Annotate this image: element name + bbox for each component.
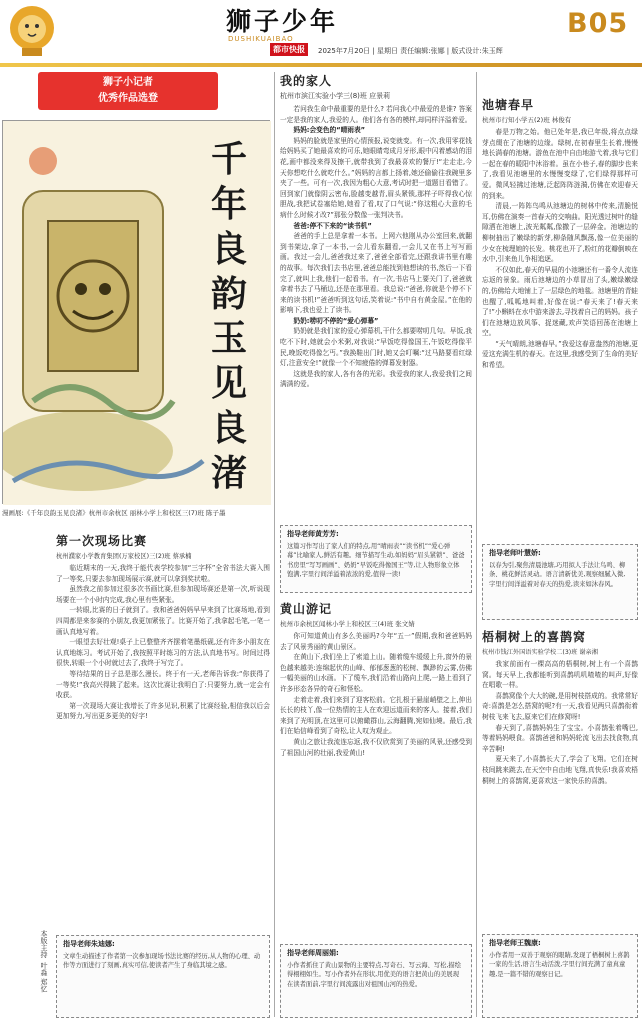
calligraphy-char: 千 <box>210 138 247 180</box>
banner-line-1: 狮子小记者 <box>103 77 153 88</box>
feature-banner <box>38 72 218 110</box>
calligraphy-char: 良 <box>210 407 247 450</box>
article-body <box>280 104 472 549</box>
article-first-competition <box>56 532 270 932</box>
article-byline: 杭州市行知小学五(2)班 林俊有 <box>482 116 572 124</box>
teacher-comment <box>482 934 638 1018</box>
article-title: 第一次现场比赛 <box>56 534 148 548</box>
article-huangshan <box>280 600 472 940</box>
editor-names: 叶淼 郑忆 <box>40 962 48 993</box>
paragraph: 春天到了,喜鹊妈妈生了宝宝。小喜鹊张着嘴巴,等着妈妈喂食。喜鹊爸爸和妈妈轮流飞出去找食物,真辛苦啊! <box>482 723 638 753</box>
teacher-name: 指导老师朱迪娜: <box>63 940 115 948</box>
teacher-text: 以春为引,聚焦清晨池塘,巧用拟人手法让鸟鸣、柳条、桃花鲜活灵动。语言清新优美,观察细腻入微,字里行间洋溢着对春天的热爱,读来如沐春风。 <box>489 561 626 588</box>
calligraphy-char: 渚 <box>210 451 247 494</box>
calligraphy-char: 年 <box>210 182 247 225</box>
teacher-comment <box>280 525 472 593</box>
paragraph: 你可知道黄山有多么美丽吗?今年“五一”假期,我和爸爸妈妈去了风景秀丽的黄山景区。 <box>280 632 472 651</box>
paragraph: 黄山之旅让我流连忘返,我不仅欣赏到了美丽的风景,还感受到了祖国山河的壮丽,我爱黄山! <box>280 737 472 757</box>
paragraph: 若问我生命中最重要的是什么? 若问我心中最爱的是谁? 答案一定是我的家人,我爱的人。他们各有各的模样,却同样洋溢着爱。 <box>280 105 472 124</box>
teacher-name: 指导老师黄芳芳: <box>287 530 339 538</box>
masthead <box>0 0 642 66</box>
calligraphy-char: 见 <box>210 362 247 405</box>
paragraph: “天气晴朗,池塘春早。”我爱这春意盎然的池塘,更爱这充满生机的春天。在这里,我感受到了生命的美好和希望。 <box>482 339 638 370</box>
teacher-text: 这篇习作写出了家人们的特点,用“晴雨表”“读书机”“爱心弹幕”比喻家人,鲜活有趣。细节描写生动,如妈妈“眉头紧锁”、爸爸书房里“写写画画”、奶奶“早饭吃得像国王”等,让人物形象立体饱满,字里行间洋溢着浓浓的爱,值得一读! <box>287 542 465 579</box>
teacher-comment <box>482 544 638 620</box>
article-pond-spring <box>482 96 638 536</box>
article-byline: 杭州濮家小学教育集团(万家校区)三(2)班 蔡承楠 <box>56 553 192 560</box>
paragraph: 等待结果的日子总是那么漫长。终于有一天,老师告诉我:“你获得了一等奖!”我高兴得跳了起来。这次比赛让我明白了:只要努力,就一定会有收获。 <box>56 669 270 700</box>
teacher-text: 小作者抓住了黄山景物的主要特点,写奇石、写云海、写松,描绘得栩栩如生。写小作者外在形状,用优美的语言把黄山的美展现在读者面前,字里行间流露出对祖国山河的热爱。 <box>287 961 462 988</box>
article-byline: 杭州市滨江实验小学三(8)班 应景莉 <box>280 92 391 100</box>
column-divider <box>476 72 477 1017</box>
paragraph: 我家前面有一棵高高的梧桐树,树上有一个喜鹊窝。每天早上,我都能听到喜鹊叽叽喳喳的叫声,好像在唱歌一样。 <box>482 660 638 690</box>
subheading: 妈妈:会变色的“晴雨表” <box>293 126 366 135</box>
section-title: 狮子少年 <box>226 7 339 36</box>
paragraph: 临近期末的一天,我终于能代表学校参加“三字杯”全省书法大赛入围了一等奖,只要去参加现场展示赛,就可以拿到奖状啦。 <box>56 564 270 583</box>
paragraph: 妈妈的脸就是家里的心情预报,说变就变。有一次,我用零花钱给妈妈买了她最喜欢的可乐,她眼睛弯成月牙形,眼中闪着感动的泪花,画中都没来得及擦干,就带我到了我最喜欢的餐厅!“走走走,今天你想吃什么就吃什么。”妈妈的言都上扬着,她还偷偷往我碗里多夹了一些。可有一次,我因为粗心大意,考试时把一道题目看错了。回到家门就像阴云密布,脸越变越青,眉头紧锁,那样子吓得我心惊胆战,我把试卷塞给她,她看了看,叹了口气说:“你这粗心大意的毛病什么时候才改?”那张分数像一张判决书。 <box>280 136 472 219</box>
article-my-family <box>280 72 472 582</box>
article-title: 池塘春早 <box>482 98 535 112</box>
calligraphy-char: 韵 <box>210 272 247 315</box>
article-body <box>482 127 638 527</box>
artwork-caption: 漫画展:《千年良韵玉见良渚》杭州市余杭区 丽林小学上和校区三(7)班 陈子墨 <box>2 509 226 517</box>
paragraph: 一眼望去好壮观!桌子上已整整齐齐摆着笔墨纸砚,还有许多小朋友在认真地练习。考试开始了,我按照平时练习的方法,认真地书写。时间过得很快,转眼一个小时就过去了,我终于写完了。 <box>56 638 270 668</box>
paragraph: 不仅如此,春天的早晨的小池塘还有一番令人流连忘返的景象。雨后池塘边的小草冒出了头,嫩绿嫩绿的,仿佛给大地铺上了一层绿色的地毯。池塘里的青蛙也醒了,呱呱地叫着,好像在说:“春天来了!春天来了!”小蝌蚪在水中游来游去,寻找着自己的妈妈。孩子们在池塘边放风筝、捉迷藏,欢声笑语回荡在池塘上空。 <box>482 265 638 338</box>
paper-name: 都市快报 <box>270 43 308 56</box>
paragraph: 春是万物之始。他已处年是,我已年级,将点点绿芽点缀在了池塘的边缘。绿树,在初春里生长着,慢慢地长满春的池塘。游鱼在池中自由地游弋着,我与它们一起在春的暖阳中沐浴着。虽在小巷子,春的脚步也来了,我看见池塘里的水慢慢变绿了,它们绿得那样可爱。微风轻拂过池塘,泛起阵阵涟漪,仿佛在欢迎春天的到来。 <box>482 128 638 200</box>
calligraphy-char: 良 <box>210 227 247 270</box>
article-magpie-nest <box>482 628 638 928</box>
paragraph: 夏天来了,小喜鹊长大了,学会了飞翔。它们在树枝间跳来跳去,在天空中自由地飞翔,真快乐!我喜欢梧桐树上的喜鹊窝,更喜欢这一家快乐的喜鹊。 <box>482 755 638 785</box>
teacher-name: 指导老师周丽娟: <box>287 949 339 957</box>
article-title: 我的家人 <box>280 74 333 88</box>
editor-label: 本版主持 <box>40 930 48 958</box>
teacher-name: 指导老师王魏康: <box>489 939 541 947</box>
subheading: 奶奶:唠叨不停的“爱心弹幕” <box>293 316 379 325</box>
paragraph: 奶奶就是我们家的爱心弹幕机,干什么都要唠叨几句。早饭,我吃不下时,她就会小米粥,对我说:“早饭吃得像国王,午饭吃得像平民,晚饭吃得像乞丐。”我换鞋出门时,她又会叮嘱:“过马路要看红绿灯,注意安全!”就像一个不知疲倦的弹幕发射器。 <box>280 327 472 368</box>
page-number: B05 <box>567 8 629 39</box>
teacher-name: 指导老师叶慧娇: <box>489 549 541 557</box>
section-pinyin: DUSHIKUAIBAO <box>228 35 294 43</box>
paragraph: 在黄山下,我们坐上了索道上山。随着缆车缓缓上升,窗外的景色越来越美:连绵起伏的山峰、郁郁葱葱的松树、飘渺的云雾,仿佛一幅美丽的山水画。下了缆车,我们沿着山路向上爬,一路上看到了许多形态各异的奇石和怪松。 <box>280 653 472 693</box>
calligraphy-char: 玉 <box>210 317 247 360</box>
paragraph: 爸爸的手上总是拿着一本书。上网六他刚从办公室回来,就翻到书架边,拿了一本书,一会儿看东翻看,一会儿又在书上写写画画。我过一会儿,爸爸我过来了,爸爸全部看完,还跟我讲书里有趣的故事。每次我们去书店里,爸爸总能找到他想读的书,然后一下看完了,就叫上我,他们一起看书。有一次,书店马上要关门了,爸爸就拿着书去了马桶边,还是在那里看。我总说:“爸爸,你就是个停不下来的读书机!”爸爸听到这句话,笑着说:“书中自有黄金屋。”在他的影响下,我也爱上了读书。 <box>280 232 472 315</box>
article-body <box>56 563 270 933</box>
paragraph: 这就是我的家人,各有各的光彩。我爱我的家人,我爱我们之间满满的爱。 <box>280 369 472 389</box>
paragraph: 喜鹊窝像个大大的碗,是用树枝搭成的。我常常好奇:喜鹊是怎么搭窝的呢?有一天,我看见两只喜鹊衔着树枝飞来飞去,原来它们在修窝呀! <box>482 691 638 721</box>
subheading: 爸爸:停不下来的“读书机” <box>293 221 372 230</box>
article-body <box>280 631 472 923</box>
calligraphy-column <box>199 138 259 494</box>
paragraph: 走着走着,我们来到了迎客松前。它扎根于悬崖峭壁之上,伸出长长的枝丫,像一位热情的主人在欢迎远道而来的客人。接着,我们来到了光明顶,在这里可以俯瞰群山,云海翻腾,宛如仙境。最后,我们在始信峰看到了奇松,让人叹为观止。 <box>280 695 472 736</box>
artwork-painting <box>2 120 270 504</box>
article-title: 梧桐树上的喜鹊窝 <box>482 630 587 644</box>
paragraph: 一转眼,比赛的日子就到了。我和爸爸妈妈早早来到了比赛场地,看到四周都是来参赛的小朋友,我更加紧张了。比赛开始了,我拿起毛笔,一笔一画认真地写着。 <box>56 606 270 636</box>
teacher-comment <box>280 944 472 1018</box>
header-divider <box>0 63 642 67</box>
paragraph: 清晨,一阵阵鸟鸣从池塘边的树林中传来,清脆悦耳,仿佛在演奏一首春天的交响曲。阳光透过树叶的缝隙洒在池塘上,波光粼粼,像撒了一层碎金。池塘边的柳树抽出了嫩绿的新芽,柳条随风飘荡,像一位美丽的少女在梳理她的长发。桃花也开了,粉红的花瓣倒映在水中,引来鱼儿争相追逐。 <box>482 202 638 264</box>
article-title: 黄山游记 <box>280 602 333 616</box>
column-divider <box>274 72 275 1017</box>
paragraph: 虽然我之前参加过很多次书画比赛,但参加现场赛还是第一次,听说现场要在一个小时内完成,我心里有些紧张。 <box>56 585 270 604</box>
lion-mascot-logo <box>6 4 58 58</box>
paragraph: 第一次现场大赛让我增长了许多见识,积累了比赛经验,相信我以后会更加努力,写出更多更美的好字! <box>56 701 270 721</box>
teacher-text: 小作者用一双善于观察的眼睛,发现了梧桐树上喜鹊一家的生活,语言生动活泼,字里行间充满了童真童趣,是一篇不错的观察日记。 <box>489 951 630 978</box>
editor-credit <box>8 930 48 1018</box>
article-byline: 杭州市钱江外国语实验学校二(3)班 谢亲湘 <box>482 649 598 656</box>
teacher-text: 文章生动描述了作者第一次参加现场书法比赛的经历,从人物的心理、动作等方面进行了刻画,真实可信,使读者产生了身临其境之感。 <box>63 952 261 970</box>
teacher-comment <box>56 935 270 1018</box>
article-byline: 杭州市余杭区闻林小学上和校区三(4)班 张文婧 <box>280 620 415 628</box>
article-body <box>482 659 638 909</box>
banner-line-2: 优秀作品选登 <box>98 93 158 104</box>
issue-meta: 2025年7月20日 | 星期日 责任编辑:张娜 | 版式设计:朱玉辉 <box>318 47 503 55</box>
